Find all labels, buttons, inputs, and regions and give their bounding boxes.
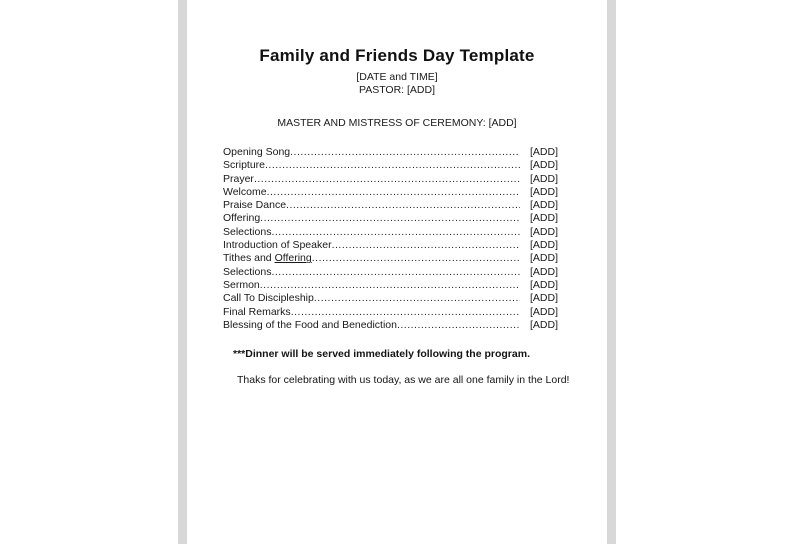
program-item-value: [ADD] — [529, 199, 558, 212]
program-item-value: [ADD] — [529, 265, 558, 278]
program-item-value: [ADD] — [529, 146, 558, 158]
program-item-value: [ADD] — [529, 212, 558, 225]
program-item-value: [ADD] — [529, 239, 558, 252]
program-item-label: Offering — [223, 212, 261, 225]
program-row — [223, 279, 558, 292]
date-time-line: [DATE and TIME] — [356, 71, 438, 83]
dot-leader — [271, 226, 520, 239]
program-row — [223, 239, 558, 252]
page-title: Family and Friends Day Template — [259, 46, 535, 65]
dot-leader — [312, 252, 520, 265]
program-row — [223, 252, 558, 265]
program-row — [223, 159, 558, 172]
dot-leader — [265, 159, 520, 172]
dot-leader — [260, 212, 520, 225]
program-item-value: [ADD] — [529, 172, 558, 185]
program-item-label: Welcome — [223, 185, 267, 198]
program-item-label: Praise Dance — [223, 199, 287, 212]
document-header — [187, 46, 607, 97]
program-row — [223, 292, 558, 305]
program-row — [223, 146, 558, 159]
program-row — [223, 266, 558, 279]
program-item-value: [ADD] — [529, 292, 558, 305]
program-item-label: Final Remarks — [223, 305, 291, 318]
program-item-label: Opening Song — [223, 146, 291, 158]
program-list — [187, 146, 607, 332]
program-item-value: [ADD] — [529, 252, 558, 265]
program-item-value: [ADD] — [529, 225, 558, 238]
program-item-label: Selections — [223, 265, 272, 278]
program-item-value: [ADD] — [529, 185, 558, 198]
dot-leader — [397, 319, 520, 332]
program-item-label: Blessing of the Food and Benediction — [223, 318, 397, 331]
document-page — [178, 0, 616, 544]
program-item-label: Prayer — [223, 172, 254, 185]
dot-leader — [286, 199, 520, 212]
program-row — [223, 186, 558, 199]
program-item-label: Introduction of Speaker — [223, 239, 332, 252]
program-row — [223, 173, 558, 186]
dot-leader — [267, 186, 520, 199]
dot-leader — [254, 173, 520, 186]
thanks-note: Thaks for celebrating with us today, as we are all one family in the Lord! — [237, 374, 570, 387]
dot-leader — [314, 292, 520, 305]
program-row — [223, 226, 558, 239]
dot-leader — [290, 146, 520, 159]
program-item-value: [ADD] — [529, 318, 558, 331]
underlined-word: Offering — [274, 252, 312, 265]
program-item-label: Tithes and Offering — [223, 252, 312, 265]
dinner-note: ***Dinner will be served immediately following the program. — [233, 348, 530, 361]
program-item-value: [ADD] — [529, 278, 558, 291]
program-row — [223, 199, 558, 212]
program-row — [223, 306, 558, 319]
dot-leader — [291, 306, 520, 319]
program-row — [223, 319, 558, 332]
program-item-label: Selections — [223, 225, 272, 238]
program-item-value: [ADD] — [529, 159, 558, 172]
program-item-label: Scripture — [223, 159, 266, 172]
pastor-line: PASTOR: [ADD] — [358, 84, 436, 96]
dot-leader — [332, 239, 520, 252]
dot-leader — [260, 279, 520, 292]
program-item-value: [ADD] — [529, 305, 558, 318]
emcee-line: MASTER AND MISTRESS OF CEREMONY: [ADD] — [277, 117, 517, 129]
dot-leader — [271, 266, 520, 279]
program-row — [223, 212, 558, 225]
program-item-label: Call To Discipleship — [223, 292, 314, 305]
program-item-label: Sermon — [223, 278, 260, 291]
